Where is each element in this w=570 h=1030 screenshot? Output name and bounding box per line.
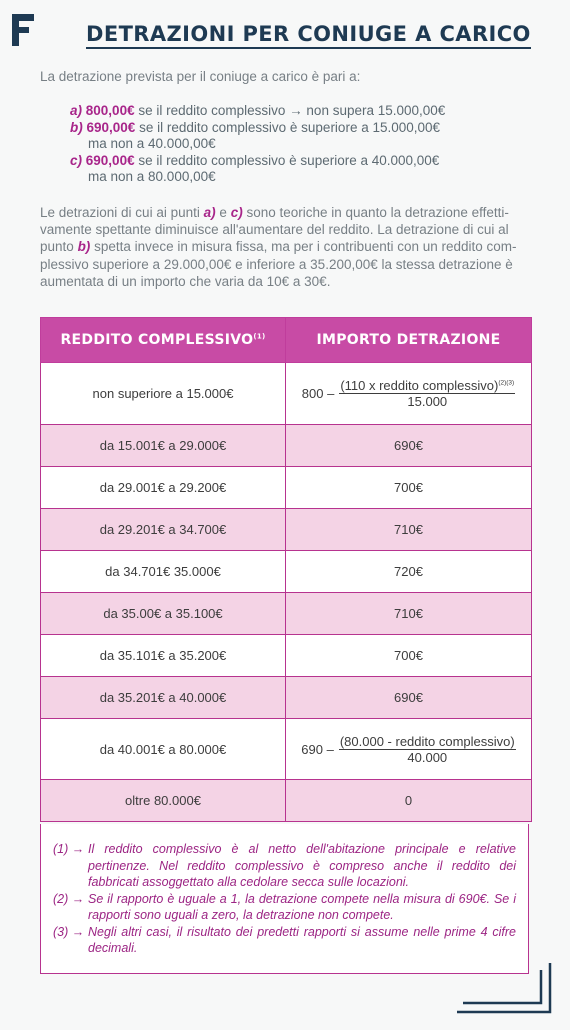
- formula: 690 – (80.000 - reddito complessivo) 40.000: [301, 733, 515, 765]
- amount-cell: [286, 363, 532, 425]
- amount-cell: 720€: [286, 551, 532, 593]
- table-row: [41, 677, 532, 719]
- income-cell: da 29.001€ a 29.200€: [41, 467, 286, 509]
- footnotes-box: [40, 824, 529, 974]
- corner-decoration: [455, 960, 555, 1016]
- amount-cell: 690€: [286, 677, 532, 719]
- condition-b: b) 690,00€ se il reddito complessivo è superiore a 15.000,00€ ma non a 40.000,00€: [70, 119, 441, 151]
- deductions-table: [40, 317, 532, 822]
- income-cell: da 35.201€ a 40.000€: [41, 677, 286, 719]
- table-header-row: [41, 318, 532, 363]
- income-cell: da 40.001€ a 80.000€: [41, 719, 286, 780]
- income-cell: da 15.001€ a 29.000€: [41, 425, 286, 467]
- amount-cell: 0: [286, 780, 532, 822]
- table-row: [41, 509, 532, 551]
- explanation-paragraph: Le detrazioni di cui ai punti a) e c) sono teoriche in quanto la detrazione effetti-vamente spettante diminuisce all'aumentare del reddito. La detrazione di cui al punto b) spetta invece in misura fissa, ma per i contribuenti con un reddito com-plessivo superiore a 29.000,00€ e inferiore a 35.200,00€ la stessa detrazione è aumentata di un importo che varia da 10€ a 30€.: [40, 205, 517, 289]
- income-cell: da 34.701€ 35.000€: [41, 551, 286, 593]
- table-row: [41, 635, 532, 677]
- intro-text: La detrazione prevista per il coniuge a carico è pari a:: [40, 69, 361, 84]
- table-row: [41, 551, 532, 593]
- condition-a: a) 800,00€ se il reddito complessivo → non supera 15.000,00€: [70, 103, 446, 118]
- amount-cell: 700€: [286, 467, 532, 509]
- income-cell: da 35.101€ a 35.200€: [41, 635, 286, 677]
- table-row: [41, 363, 532, 425]
- condition-c: c) 690,00€ se il reddito complessivo è superiore a 40.000,00€ ma non a 80.000,00€: [70, 152, 440, 184]
- table-row: [41, 719, 532, 780]
- income-cell: da 35.00€ a 35.100€: [41, 593, 286, 635]
- table-row: [41, 593, 532, 635]
- brand-logo-icon: [10, 12, 36, 48]
- table-row: [41, 467, 532, 509]
- table-row: [41, 780, 532, 822]
- footnote: (1) → Il reddito complessivo è al netto dell'abitazione principale e relative pertinenze. Nel reddito complessivo è compreso anche il reddito dei fabbricati assoggettato alla cedolare secca sulle locazioni.: [53, 842, 516, 889]
- amount-cell: 690€: [286, 425, 532, 467]
- conditions-list: [70, 103, 510, 186]
- column-header-amount: IMPORTO DETRAZIONE: [286, 318, 532, 363]
- footnote: (2) → Se il rapporto è uguale a 1, la detrazione compete nella misura di 690€. Se i rapporti sono uguali a zero, la detrazione non compete.: [53, 891, 516, 922]
- formula: 800 – (110 x reddito complessivo)$^{(2)(3)}$ 15.000: [301, 378, 515, 409]
- table-row: [41, 425, 532, 467]
- amount-cell: 710€: [286, 593, 532, 635]
- column-header-income: REDDITO COMPLESSIVO$^{(1)}$: [41, 318, 286, 363]
- footnote: (3) → Negli altri casi, il risultato dei predetti rapporti si assume nelle prime 4 cifre decimali.: [53, 924, 516, 955]
- page-title: DETRAZIONI PER CONIUGE A CARICO: [86, 22, 531, 49]
- amount-cell: 700€: [286, 635, 532, 677]
- income-cell: oltre 80.000€: [41, 780, 286, 822]
- amount-cell: 710€: [286, 509, 532, 551]
- income-cell: da 29.201€ a 34.700€: [41, 509, 286, 551]
- amount-cell: [286, 719, 532, 780]
- income-cell: non superiore a 15.000€: [41, 363, 286, 425]
